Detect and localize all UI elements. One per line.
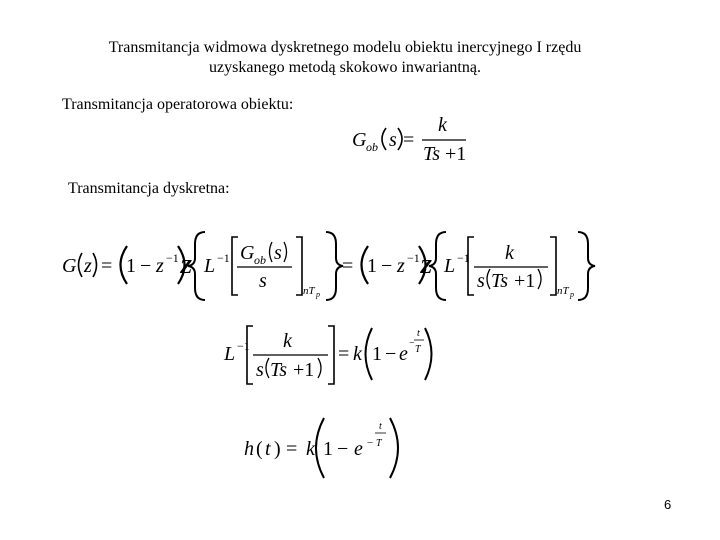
svg-text:p: p xyxy=(316,290,320,299)
title-line-2: uzyskanego metodą skokowo inwariantną. xyxy=(209,59,481,76)
svg-text:s: s xyxy=(274,242,282,264)
svg-text:G: G xyxy=(240,242,255,264)
equation-inverse-laplace xyxy=(223,326,432,384)
svg-text:G: G xyxy=(352,129,367,151)
svg-text:−: − xyxy=(381,255,393,277)
svg-text:+1: +1 xyxy=(514,270,536,292)
svg-text:Z: Z xyxy=(180,256,193,278)
svg-text:=: = xyxy=(338,343,350,365)
svg-text:nT: nT xyxy=(303,285,315,297)
svg-text:ob: ob xyxy=(366,140,378,154)
svg-text:−: − xyxy=(367,437,374,449)
discrete-transfer-label: Transmitancja dyskretna: xyxy=(68,180,230,197)
operator-transfer-label: Transmitancja operatorowa obiektu: xyxy=(62,96,294,113)
svg-text:−: − xyxy=(140,255,152,277)
svg-text:s: s xyxy=(256,359,264,381)
svg-text:Ts: Ts xyxy=(491,270,509,292)
svg-text:−1: −1 xyxy=(237,339,250,353)
svg-text:t: t xyxy=(379,421,382,432)
svg-text:+1: +1 xyxy=(293,359,315,381)
equation-step-response xyxy=(244,418,398,478)
svg-text:s: s xyxy=(259,270,267,292)
svg-text:−: − xyxy=(385,343,397,365)
svg-text:1: 1 xyxy=(126,255,136,277)
svg-text:L: L xyxy=(224,343,236,365)
svg-text:−: − xyxy=(337,438,349,460)
svg-text:T: T xyxy=(415,344,421,355)
svg-text:−1: −1 xyxy=(166,251,179,265)
svg-text:1: 1 xyxy=(323,438,333,460)
svg-text:Ts: Ts xyxy=(423,143,441,165)
svg-text:−: − xyxy=(409,338,415,349)
svg-text:=: = xyxy=(342,255,354,277)
svg-text:h: h xyxy=(244,438,254,460)
svg-text:=: = xyxy=(286,438,298,460)
svg-text:1: 1 xyxy=(367,255,377,277)
svg-text:−1: −1 xyxy=(217,251,230,265)
equation-g-ob xyxy=(352,114,466,165)
svg-text:z: z xyxy=(156,255,164,277)
svg-text:T: T xyxy=(376,438,382,449)
svg-text:=: = xyxy=(101,255,113,277)
svg-text:=: = xyxy=(403,129,415,151)
svg-text:ob: ob xyxy=(254,253,266,267)
svg-text:): ) xyxy=(274,438,281,460)
svg-text:z: z xyxy=(84,255,92,277)
svg-text:k: k xyxy=(438,114,447,136)
svg-text:e: e xyxy=(354,438,363,460)
svg-text:L: L xyxy=(444,255,456,277)
svg-text:L: L xyxy=(204,255,216,277)
svg-text:k: k xyxy=(505,242,514,264)
svg-text:G: G xyxy=(62,255,77,277)
page-number: 6 xyxy=(664,497,672,512)
svg-text:1: 1 xyxy=(372,343,382,365)
svg-text:Z: Z xyxy=(420,256,433,278)
svg-text:nT: nT xyxy=(557,285,569,297)
svg-text:t: t xyxy=(265,438,271,460)
svg-text:p: p xyxy=(570,290,574,299)
svg-text:k: k xyxy=(353,343,362,365)
svg-text:(: ( xyxy=(256,438,263,460)
title-line-1: Transmitancja widmowa dyskretnego modelu obiektu inercyjnego I rzędu xyxy=(108,39,582,56)
svg-text:Ts: Ts xyxy=(270,359,288,381)
svg-text:z: z xyxy=(397,255,405,277)
svg-text:k: k xyxy=(306,438,315,460)
equation-g-z xyxy=(62,232,595,300)
svg-text:+1: +1 xyxy=(445,143,467,165)
svg-text:e: e xyxy=(399,343,408,365)
svg-text:t: t xyxy=(417,328,420,339)
svg-text:s: s xyxy=(389,129,397,151)
svg-text:k: k xyxy=(283,330,292,352)
svg-text:−1: −1 xyxy=(457,251,470,265)
svg-text:−1: −1 xyxy=(407,251,420,265)
svg-text:s: s xyxy=(477,270,485,292)
